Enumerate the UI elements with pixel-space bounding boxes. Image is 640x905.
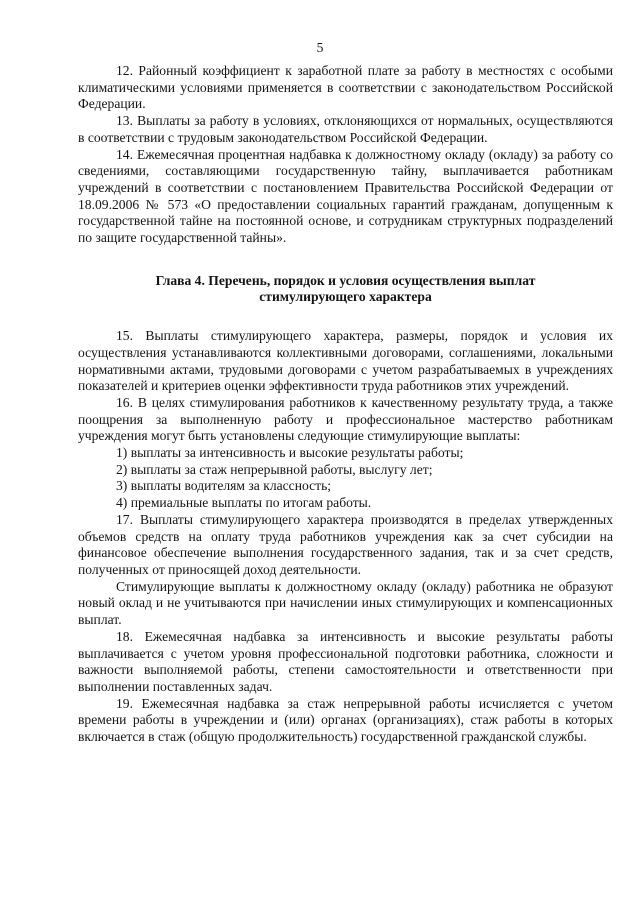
page-number: 5 [316, 40, 324, 55]
paragraph-12: 12. Районный коэффициент к заработной плате за работу в местностях с особыми климатическими условиями применяется в соответствии с законодательством Российской Федерации. [78, 63, 613, 112]
list-item: 2) выплаты за стаж непрерывной работы, выслугу лет; [116, 461, 433, 477]
paragraph-14: 14. Ежемесячная процентная надбавка к должностному окладу (окладу) за работу со сведениями, составляющими государственную тайну, выплачивается работникам учреждений в соответствии с постановлением Правительства Российской Федерации от 18.09.2006 № 573 «О предоставлении социальных гарантий гражданам, допущенным к государственной тайне на постоянной основе, и сотрудникам структурных подразделений по защите государственной тайны». [78, 146, 613, 246]
chapter-heading: Глава 4. Перечень, порядок и условия осуществления выплат стимулирующего характера [155, 272, 536, 305]
paragraph-13: 13. Выплаты за работу в условиях, отклоняющихся от нормальных, осуществляются в соответствии с трудовым законодательством Российской Федерации. [78, 113, 613, 145]
paragraph-16: 16. В целях стимулирования работников к качественному результату труда, а также поощрения за выполненную работу и профессиональное мастерство работникам учреждения могут быть установлены следующие стимулирующие выплаты: [78, 394, 613, 444]
document-body [78, 63, 613, 746]
paragraph-17: 17. Выплаты стимулирующего характера производятся в пределах утвержденных объемов средств на оплату труда работников учреждения как за счет субсидии на финансовое обеспечение выполнения государственного задания, так и за счет средств, полученных от приносящей доход деятельности. [78, 511, 613, 577]
list-item: 4) премиальные выплаты по итогам работы. [116, 495, 372, 511]
paragraph-15: 15. Выплаты стимулирующего характера, размеры, порядок и условия их осуществления устанавливаются коллективными договорами, соглашениями, локальными нормативными актами, трудовыми договорами с учетом разрабатываемых в учреждениях показателей и критериев оценки эффективности труда работников этих учреждений. [78, 328, 613, 394]
payments-list [78, 445, 613, 512]
paragraph-17-continued: Стимулирующие выплаты к должностному окладу (окладу) работника не образуют новый оклад и не учитываются при начислении иных стимулирующих и компенсационных выплат. [78, 578, 613, 628]
paragraph-19: 19. Ежемесячная надбавка за стаж непрерывной работы исчисляется с учетом времени работы в учреждении и (или) органах (организациях), стаж работы в которых включается в стаж (общую продолжительность) государственной гражданской службы. [78, 695, 613, 745]
list-item: 1) выплаты за интенсивность и высокие результаты работы; [116, 445, 464, 461]
list-item: 3) выплаты водителям за классность; [116, 478, 332, 494]
paragraph-18: 18. Ежемесячная надбавка за интенсивность и высокие результаты работы выплачивается с учетом уровня профессиональной подготовки работника, сложности и важности выполняемой работы, степени самостоятельности и ответственности при выполнении поставленных задач. [78, 628, 613, 694]
